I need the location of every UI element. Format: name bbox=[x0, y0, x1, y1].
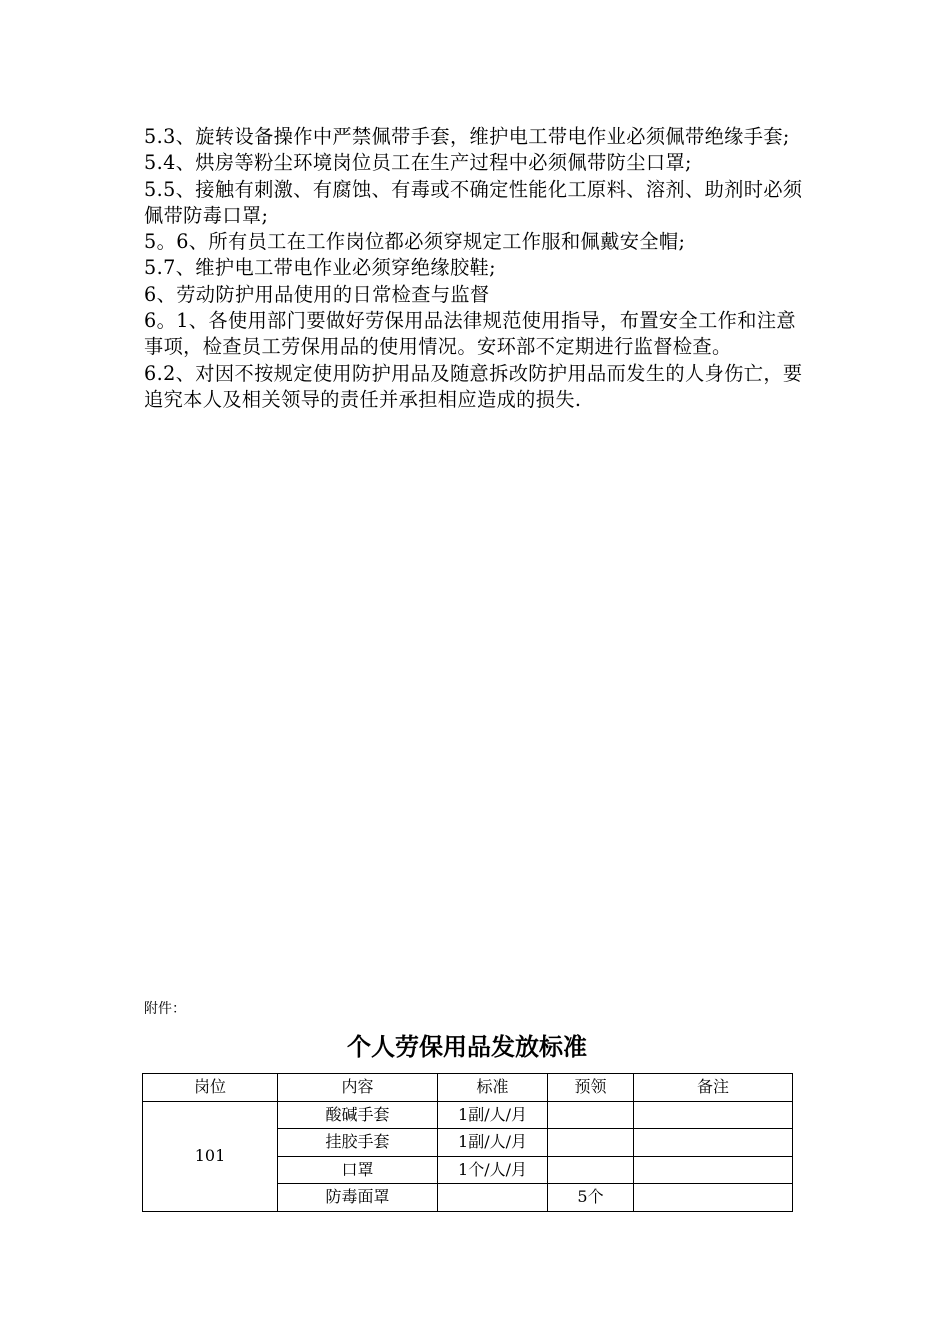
table-header-row bbox=[143, 1074, 793, 1102]
section-heading-6: 6、劳动防护用品使用的日常检查与监督 bbox=[144, 282, 490, 306]
note-cell bbox=[634, 1101, 793, 1129]
paragraph-6-1: 6。1、各使用部门要做好劳保用品法律规范使用指导，布置安全工作和注意事项，检查员工劳保用品的使用情况。安环部不定期进行监督检查。 bbox=[144, 309, 797, 359]
paragraph-5-6: 5。6、所有员工在工作岗位都必须穿规定工作服和佩戴安全帽; bbox=[144, 230, 686, 254]
note-cell bbox=[634, 1184, 793, 1212]
standard-cell bbox=[438, 1184, 548, 1212]
paragraph-6-2: 6.2、对因不按规定使用防护用品及随意拆改防护用品而发生的人身伤亡，要追究本人及相关领导的责任并承担相应造成的损失. bbox=[144, 361, 803, 411]
prefetch-cell bbox=[548, 1129, 634, 1157]
content-cell: 防毒面罩 bbox=[278, 1184, 438, 1212]
header-content: 内容 bbox=[278, 1074, 438, 1102]
prefetch-cell: 5个 bbox=[548, 1184, 634, 1212]
content-cell: 口罩 bbox=[278, 1156, 438, 1184]
standard-cell: 1副/人/月 bbox=[438, 1101, 548, 1129]
standard-cell: 1副/人/月 bbox=[438, 1129, 548, 1157]
header-prefetch: 预领 bbox=[548, 1074, 634, 1102]
paragraph-5-5: 5.5、接触有刺激、有腐蚀、有毒或不确定性能化工原料、溶剂、助剂时必须佩带防毒口罩; bbox=[144, 177, 803, 227]
note-cell bbox=[634, 1129, 793, 1157]
note-cell bbox=[634, 1156, 793, 1184]
standard-cell: 1个/人/月 bbox=[438, 1156, 548, 1184]
attachment-label: 附件： bbox=[144, 1001, 186, 1017]
header-standard: 标准 bbox=[438, 1074, 548, 1102]
table-title: 个人劳保用品发放标准 bbox=[347, 1033, 587, 1061]
body-text bbox=[144, 124, 812, 413]
ppe-standards-table bbox=[142, 1073, 793, 1212]
paragraph-5-7: 5.7、维护电工带电作业必须穿绝缘胶鞋; bbox=[144, 256, 496, 280]
content-cell: 挂胶手套 bbox=[278, 1129, 438, 1157]
header-note: 备注 bbox=[634, 1074, 793, 1102]
table-row bbox=[143, 1101, 793, 1129]
prefetch-cell bbox=[548, 1156, 634, 1184]
header-post: 岗位 bbox=[143, 1074, 278, 1102]
paragraph-5-4: 5.4、烘房等粉尘环境岗位员工在生产过程中必须佩带防尘口罩; bbox=[144, 151, 692, 175]
paragraph-5-3: 5.3、旋转设备操作中严禁佩带手套，维护电工带电作业必须佩带绝缘手套; bbox=[144, 125, 790, 148]
prefetch-cell bbox=[548, 1101, 634, 1129]
post-cell: 101 bbox=[143, 1101, 278, 1211]
content-cell: 酸碱手套 bbox=[278, 1101, 438, 1129]
